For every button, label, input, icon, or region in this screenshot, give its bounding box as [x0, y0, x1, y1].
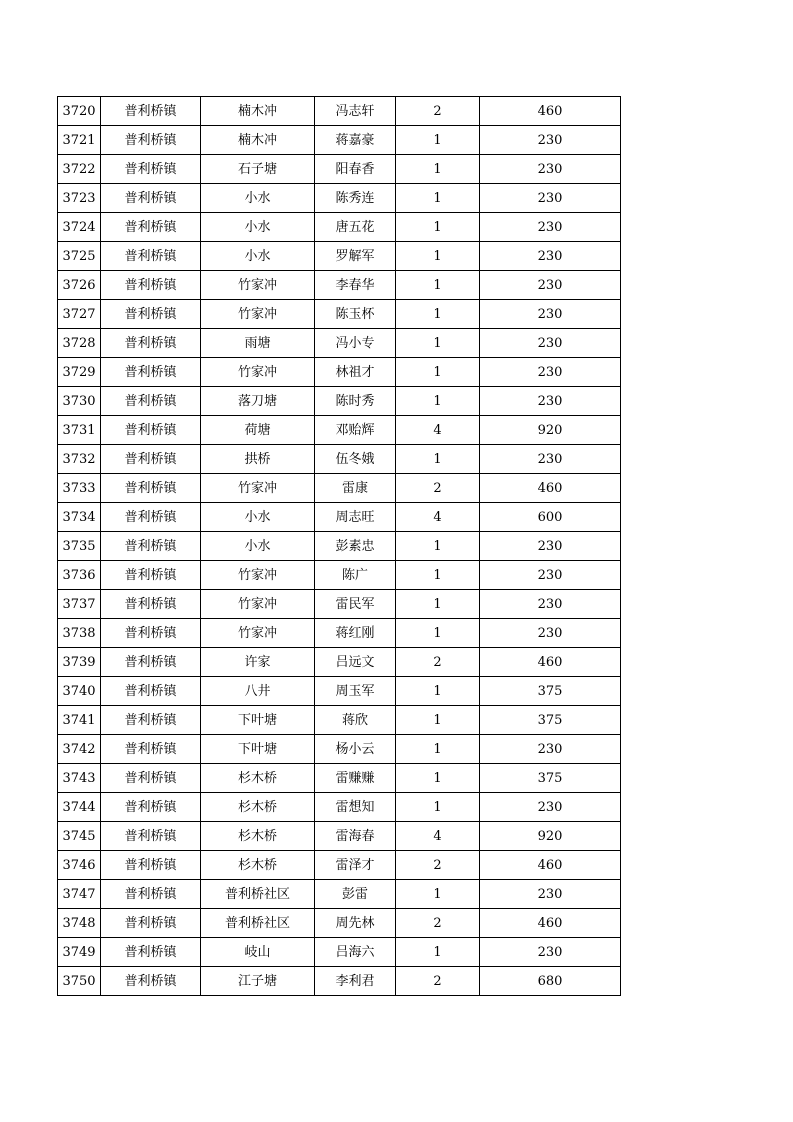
cell-town: 普利桥镇 — [101, 764, 201, 793]
table-row — [58, 329, 621, 358]
cell-serial-number: 3727 — [58, 300, 101, 329]
cell-person-name: 蒋红刚 — [315, 619, 396, 648]
cell-person-name: 雷民军 — [315, 590, 396, 619]
cell-person-name: 李春华 — [315, 271, 396, 300]
cell-amount: 230 — [480, 880, 621, 909]
cell-person-name: 雷赚赚 — [315, 764, 396, 793]
cell-serial-number: 3729 — [58, 358, 101, 387]
table-row — [58, 416, 621, 445]
cell-village: 江子塘 — [201, 967, 315, 996]
cell-serial-number: 3747 — [58, 880, 101, 909]
cell-town: 普利桥镇 — [101, 300, 201, 329]
cell-village: 荷塘 — [201, 416, 315, 445]
table-row — [58, 155, 621, 184]
cell-count: 2 — [396, 97, 480, 126]
cell-serial-number: 3748 — [58, 909, 101, 938]
cell-person-name: 陈秀连 — [315, 184, 396, 213]
table-row — [58, 822, 621, 851]
cell-amount: 230 — [480, 532, 621, 561]
cell-count: 1 — [396, 358, 480, 387]
cell-serial-number: 3741 — [58, 706, 101, 735]
cell-village: 普利桥社区 — [201, 880, 315, 909]
cell-count: 2 — [396, 474, 480, 503]
cell-count: 4 — [396, 416, 480, 445]
table-row — [58, 880, 621, 909]
table-row — [58, 590, 621, 619]
cell-town: 普利桥镇 — [101, 387, 201, 416]
cell-town: 普利桥镇 — [101, 97, 201, 126]
cell-town: 普利桥镇 — [101, 271, 201, 300]
cell-amount: 230 — [480, 445, 621, 474]
cell-village: 竹家冲 — [201, 561, 315, 590]
cell-amount: 230 — [480, 271, 621, 300]
cell-village: 杉木桥 — [201, 822, 315, 851]
cell-village: 楠木冲 — [201, 126, 315, 155]
cell-serial-number: 3733 — [58, 474, 101, 503]
cell-person-name: 冯志轩 — [315, 97, 396, 126]
cell-village: 杉木桥 — [201, 793, 315, 822]
table-row — [58, 271, 621, 300]
cell-village: 竹家冲 — [201, 590, 315, 619]
cell-count: 1 — [396, 213, 480, 242]
table-row — [58, 387, 621, 416]
table-row — [58, 764, 621, 793]
table-row — [58, 706, 621, 735]
cell-town: 普利桥镇 — [101, 416, 201, 445]
cell-amount: 230 — [480, 938, 621, 967]
cell-town: 普利桥镇 — [101, 735, 201, 764]
cell-town: 普利桥镇 — [101, 822, 201, 851]
cell-village: 杉木桥 — [201, 851, 315, 880]
cell-serial-number: 3738 — [58, 619, 101, 648]
cell-person-name: 吕远文 — [315, 648, 396, 677]
cell-village: 下叶塘 — [201, 706, 315, 735]
cell-amount: 230 — [480, 155, 621, 184]
cell-amount: 680 — [480, 967, 621, 996]
cell-serial-number: 3744 — [58, 793, 101, 822]
cell-person-name: 吕海六 — [315, 938, 396, 967]
cell-serial-number: 3730 — [58, 387, 101, 416]
cell-serial-number: 3736 — [58, 561, 101, 590]
cell-serial-number: 3731 — [58, 416, 101, 445]
cell-town: 普利桥镇 — [101, 648, 201, 677]
cell-town: 普利桥镇 — [101, 184, 201, 213]
cell-count: 1 — [396, 300, 480, 329]
cell-person-name: 陈玉杯 — [315, 300, 396, 329]
cell-person-name: 雷泽才 — [315, 851, 396, 880]
cell-count: 1 — [396, 242, 480, 271]
cell-town: 普利桥镇 — [101, 358, 201, 387]
table-row — [58, 967, 621, 996]
cell-village: 楠木冲 — [201, 97, 315, 126]
table-row — [58, 909, 621, 938]
cell-village: 小水 — [201, 213, 315, 242]
cell-village: 拱桥 — [201, 445, 315, 474]
cell-village: 杉木桥 — [201, 764, 315, 793]
cell-village: 竹家冲 — [201, 271, 315, 300]
cell-town: 普利桥镇 — [101, 503, 201, 532]
cell-serial-number: 3722 — [58, 155, 101, 184]
cell-amount: 230 — [480, 126, 621, 155]
cell-person-name: 陈时秀 — [315, 387, 396, 416]
cell-count: 1 — [396, 880, 480, 909]
table-row — [58, 851, 621, 880]
cell-town: 普利桥镇 — [101, 938, 201, 967]
cell-amount: 230 — [480, 300, 621, 329]
table-row — [58, 126, 621, 155]
cell-amount: 230 — [480, 329, 621, 358]
table-row — [58, 648, 621, 677]
cell-person-name: 阳春香 — [315, 155, 396, 184]
cell-person-name: 彭素忠 — [315, 532, 396, 561]
table-row — [58, 445, 621, 474]
data-table — [57, 96, 621, 996]
cell-amount: 230 — [480, 793, 621, 822]
cell-count: 1 — [396, 764, 480, 793]
cell-person-name: 彭雷 — [315, 880, 396, 909]
cell-count: 1 — [396, 329, 480, 358]
cell-count: 1 — [396, 155, 480, 184]
cell-town: 普利桥镇 — [101, 329, 201, 358]
table-row — [58, 561, 621, 590]
cell-person-name: 冯小专 — [315, 329, 396, 358]
cell-serial-number: 3732 — [58, 445, 101, 474]
cell-serial-number: 3721 — [58, 126, 101, 155]
cell-count: 1 — [396, 387, 480, 416]
cell-person-name: 罗解军 — [315, 242, 396, 271]
cell-count: 1 — [396, 677, 480, 706]
cell-person-name: 雷康 — [315, 474, 396, 503]
cell-serial-number: 3734 — [58, 503, 101, 532]
table-row — [58, 503, 621, 532]
cell-amount: 375 — [480, 706, 621, 735]
cell-village: 许家 — [201, 648, 315, 677]
cell-person-name: 邓贻辉 — [315, 416, 396, 445]
cell-village: 八井 — [201, 677, 315, 706]
cell-amount: 230 — [480, 213, 621, 242]
cell-amount: 460 — [480, 648, 621, 677]
cell-village: 竹家冲 — [201, 619, 315, 648]
cell-amount: 920 — [480, 416, 621, 445]
cell-serial-number: 3720 — [58, 97, 101, 126]
cell-village: 小水 — [201, 532, 315, 561]
table-row — [58, 97, 621, 126]
cell-serial-number: 3750 — [58, 967, 101, 996]
cell-serial-number: 3740 — [58, 677, 101, 706]
cell-count: 2 — [396, 967, 480, 996]
cell-serial-number: 3728 — [58, 329, 101, 358]
cell-count: 2 — [396, 851, 480, 880]
cell-town: 普利桥镇 — [101, 880, 201, 909]
cell-amount: 460 — [480, 909, 621, 938]
cell-serial-number: 3724 — [58, 213, 101, 242]
cell-count: 1 — [396, 126, 480, 155]
cell-amount: 600 — [480, 503, 621, 532]
cell-town: 普利桥镇 — [101, 532, 201, 561]
cell-town: 普利桥镇 — [101, 213, 201, 242]
cell-amount: 920 — [480, 822, 621, 851]
table-row — [58, 735, 621, 764]
cell-count: 1 — [396, 271, 480, 300]
cell-amount: 230 — [480, 184, 621, 213]
cell-amount: 460 — [480, 474, 621, 503]
cell-person-name: 周志旺 — [315, 503, 396, 532]
cell-village: 雨塘 — [201, 329, 315, 358]
table-body — [58, 97, 621, 996]
table-row — [58, 358, 621, 387]
table-row — [58, 619, 621, 648]
cell-count: 1 — [396, 619, 480, 648]
cell-village: 小水 — [201, 242, 315, 271]
cell-serial-number: 3735 — [58, 532, 101, 561]
cell-serial-number: 3746 — [58, 851, 101, 880]
cell-village: 落刀塘 — [201, 387, 315, 416]
cell-town: 普利桥镇 — [101, 967, 201, 996]
cell-amount: 230 — [480, 358, 621, 387]
cell-count: 1 — [396, 445, 480, 474]
cell-count: 4 — [396, 822, 480, 851]
cell-village: 竹家冲 — [201, 474, 315, 503]
table-row — [58, 184, 621, 213]
cell-count: 4 — [396, 503, 480, 532]
cell-count: 1 — [396, 706, 480, 735]
cell-person-name: 雷海春 — [315, 822, 396, 851]
cell-count: 1 — [396, 590, 480, 619]
cell-person-name: 杨小云 — [315, 735, 396, 764]
cell-count: 2 — [396, 909, 480, 938]
cell-count: 1 — [396, 793, 480, 822]
cell-person-name: 周玉军 — [315, 677, 396, 706]
cell-town: 普利桥镇 — [101, 793, 201, 822]
cell-serial-number: 3739 — [58, 648, 101, 677]
cell-town: 普利桥镇 — [101, 909, 201, 938]
cell-village: 小水 — [201, 503, 315, 532]
table-row — [58, 242, 621, 271]
cell-amount: 230 — [480, 735, 621, 764]
cell-person-name: 蒋嘉豪 — [315, 126, 396, 155]
cell-town: 普利桥镇 — [101, 590, 201, 619]
cell-amount: 230 — [480, 242, 621, 271]
cell-person-name: 李利君 — [315, 967, 396, 996]
cell-person-name: 唐五花 — [315, 213, 396, 242]
cell-count: 1 — [396, 561, 480, 590]
table-row — [58, 677, 621, 706]
table-row — [58, 532, 621, 561]
cell-town: 普利桥镇 — [101, 126, 201, 155]
cell-serial-number: 3726 — [58, 271, 101, 300]
cell-town: 普利桥镇 — [101, 706, 201, 735]
cell-serial-number: 3725 — [58, 242, 101, 271]
cell-person-name: 伍冬娥 — [315, 445, 396, 474]
cell-village: 普利桥社区 — [201, 909, 315, 938]
table-row — [58, 938, 621, 967]
cell-village: 下叶塘 — [201, 735, 315, 764]
cell-amount: 375 — [480, 677, 621, 706]
table-row — [58, 793, 621, 822]
cell-village: 岐山 — [201, 938, 315, 967]
cell-amount: 230 — [480, 619, 621, 648]
cell-amount: 375 — [480, 764, 621, 793]
cell-person-name: 蒋欣 — [315, 706, 396, 735]
cell-person-name: 雷想知 — [315, 793, 396, 822]
cell-person-name: 林祖才 — [315, 358, 396, 387]
cell-person-name: 周先林 — [315, 909, 396, 938]
cell-town: 普利桥镇 — [101, 561, 201, 590]
table-row — [58, 213, 621, 242]
cell-town: 普利桥镇 — [101, 474, 201, 503]
table-row — [58, 300, 621, 329]
cell-serial-number: 3745 — [58, 822, 101, 851]
cell-amount: 460 — [480, 851, 621, 880]
cell-village: 竹家冲 — [201, 300, 315, 329]
cell-village: 石子塘 — [201, 155, 315, 184]
cell-amount: 230 — [480, 387, 621, 416]
cell-town: 普利桥镇 — [101, 677, 201, 706]
cell-count: 1 — [396, 938, 480, 967]
cell-count: 1 — [396, 532, 480, 561]
cell-town: 普利桥镇 — [101, 619, 201, 648]
cell-town: 普利桥镇 — [101, 851, 201, 880]
cell-count: 2 — [396, 648, 480, 677]
cell-count: 1 — [396, 735, 480, 764]
cell-amount: 460 — [480, 97, 621, 126]
cell-town: 普利桥镇 — [101, 445, 201, 474]
cell-serial-number: 3749 — [58, 938, 101, 967]
cell-count: 1 — [396, 184, 480, 213]
table-row — [58, 474, 621, 503]
cell-person-name: 陈广 — [315, 561, 396, 590]
cell-serial-number: 3742 — [58, 735, 101, 764]
cell-amount: 230 — [480, 590, 621, 619]
cell-town: 普利桥镇 — [101, 155, 201, 184]
cell-village: 竹家冲 — [201, 358, 315, 387]
cell-serial-number: 3723 — [58, 184, 101, 213]
cell-town: 普利桥镇 — [101, 242, 201, 271]
cell-serial-number: 3743 — [58, 764, 101, 793]
cell-serial-number: 3737 — [58, 590, 101, 619]
cell-amount: 230 — [480, 561, 621, 590]
cell-village: 小水 — [201, 184, 315, 213]
